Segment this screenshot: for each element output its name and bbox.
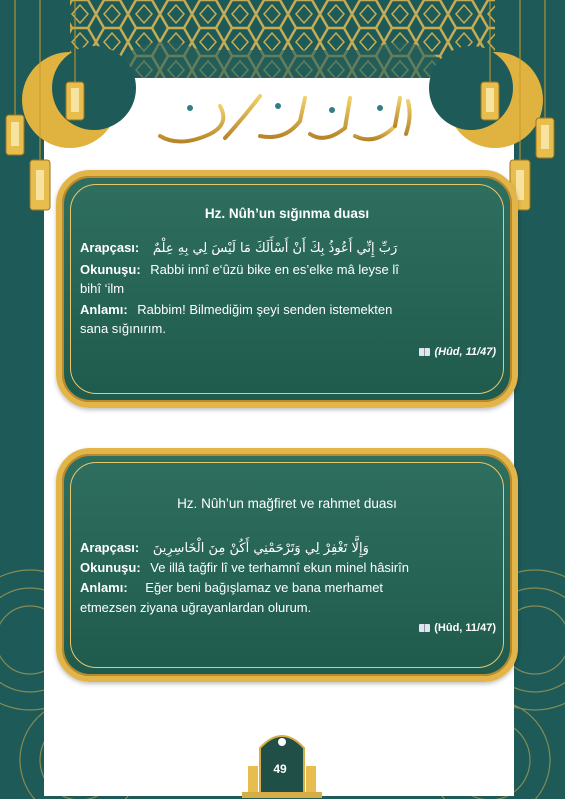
reference-text: (Hûd, 11/47)	[434, 346, 496, 358]
anlami-text-line2: sana sığınırım.	[80, 321, 166, 336]
anlami-label: Anlamı:	[80, 302, 128, 317]
basmala-calligraphy	[150, 86, 420, 156]
reference	[419, 622, 496, 634]
okunusu-row	[80, 558, 494, 577]
card-title: Hz. Nûh’un sığınma duası	[204, 206, 370, 221]
reference	[419, 346, 496, 358]
book-icon	[419, 348, 430, 356]
reference-text: (Hûd, 11/47)	[434, 622, 496, 634]
arapcasi-row	[80, 238, 494, 258]
arabic-text: رَبِّ إِنِّي أَعُوذُ بِكَ أَنْ أَسْأَلَكَ مَا لَيْسَ لِي بِهِ عِلْمٌ	[152, 241, 398, 256]
dua-card-2	[56, 448, 518, 682]
anlami-text: Rabbim! Bilmediğim şeyi senden istemekten	[137, 302, 393, 317]
arapcasi-row	[80, 538, 494, 558]
arapcasi-label: Arapçası:	[80, 540, 140, 555]
okunusu-text-line2: bihî ‘ilm	[80, 281, 125, 296]
okunusu-text: Rabbi innî e‘ûzü bike en es’elke mâ leyse lî	[150, 262, 399, 277]
anlami-text: Eğer beni bağışlamaz ve bana merhamet	[145, 580, 384, 595]
card-title: Hz. Nûh’un mağfiret ve rahmet duası	[177, 496, 397, 511]
anlami-row	[80, 578, 494, 597]
okunusu-label: Okunuşu:	[80, 560, 141, 575]
anlami-row	[80, 300, 494, 319]
anlami-label: Anlamı:	[80, 580, 128, 595]
arabic-text: وَإِلَّا تَغْفِرْ لِي وَتَرْحَمْنِي أَكُنْ مِنَ الْخَاسِرِينَ	[152, 541, 369, 556]
book-icon	[419, 624, 430, 632]
page-number: 49	[273, 762, 287, 776]
arapcasi-label: Arapçası:	[80, 240, 140, 255]
okunusu-label: Okunuşu:	[80, 262, 141, 277]
okunusu-row	[80, 260, 494, 279]
dua-card-1	[56, 170, 518, 408]
okunusu-text: Ve illâ tağfir lî ve terhamnî ekun minel hâsirîn	[150, 560, 409, 575]
anlami-text-line2: etmezsen ziyana uğrayanlardan olurum.	[80, 600, 312, 615]
